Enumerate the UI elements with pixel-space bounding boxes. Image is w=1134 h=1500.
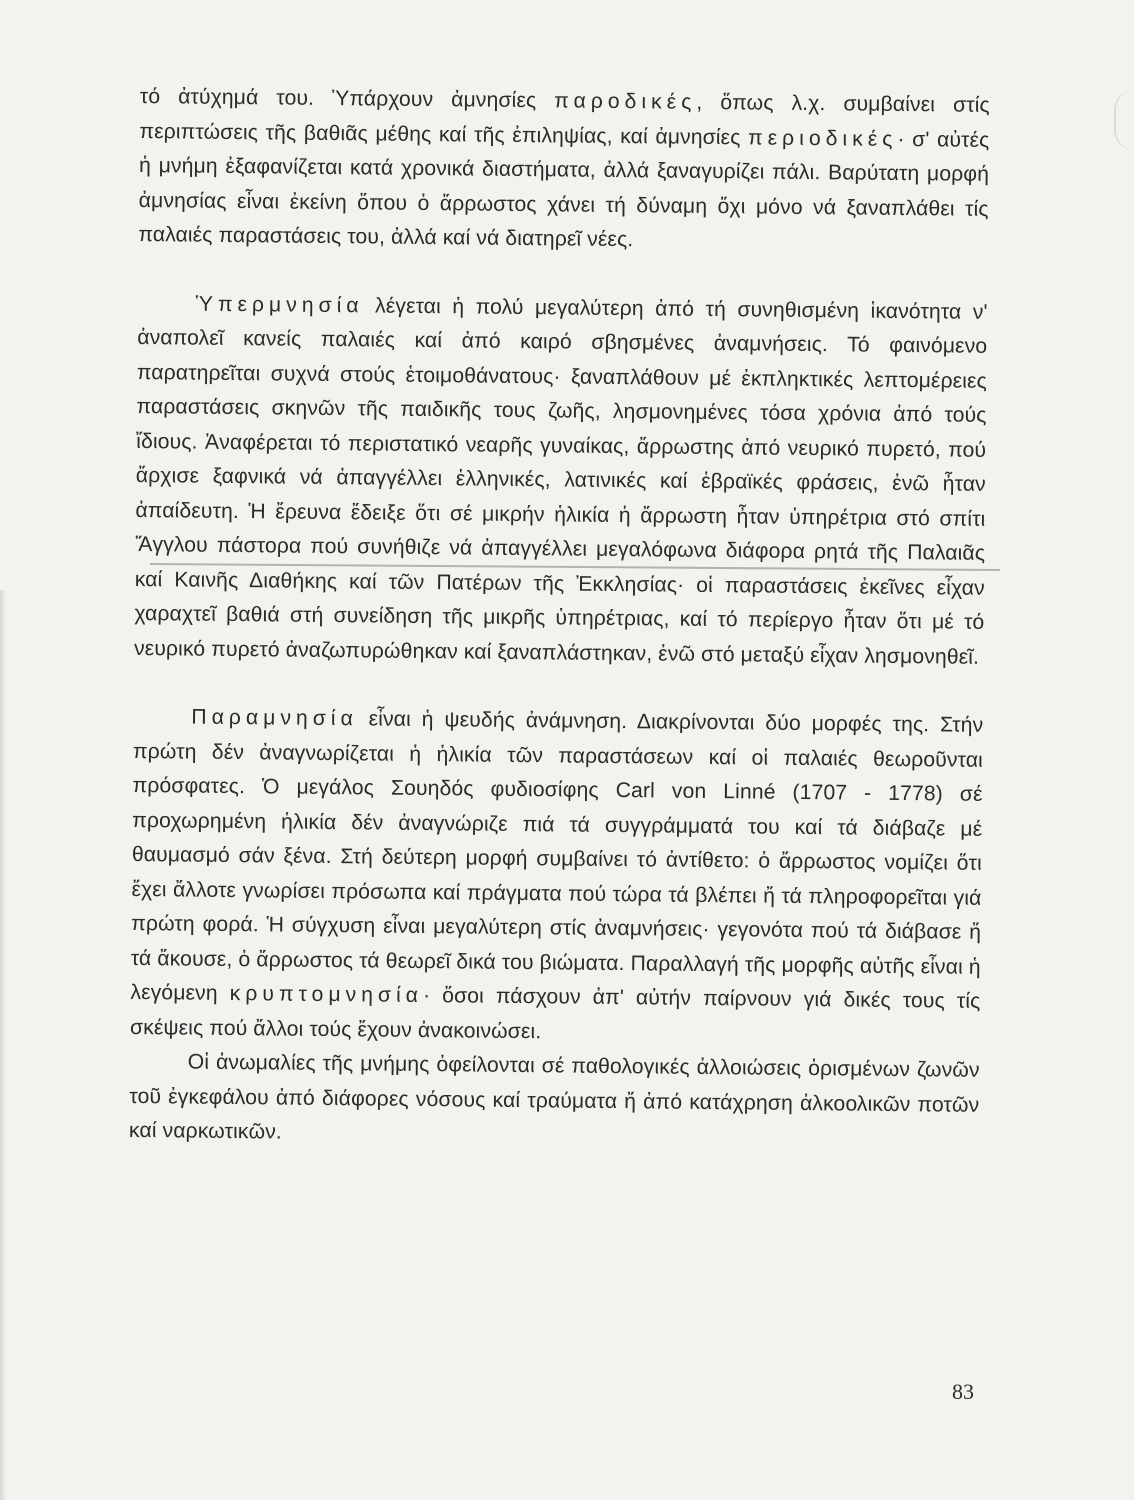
spaced-term-periodikes: περιοδικές (747, 125, 898, 151)
text-segment: · σ' αὐτές ἡ μνήμη ἐξαφανίζεται κατά χρονικά διαστήματα, ἀλλά ξαναγυρίζει πάλι. Βαρύτατη μορφή ἀμνησίας εἶναι ἐκείνη ὅπου ὁ ἄρρωστος χάνει τή δύναμη ὄχι μόνο νά ξαναπλάθει τίς παλαιές παραστάσεις του, ἀλλά καί νά διατηρεῖ νέες. (138, 127, 990, 252)
paragraph-3 (130, 700, 984, 1054)
text-segment: · ὅσοι πάσχουν ἀπ' αὐτήν παίρνουν γιά δικές τους τίς σκέψεις πού ἄλλοι τούς ἔχουν ἀνακοινώσει. (129, 984, 981, 1043)
spaced-term-kryptomnesia: κρυπτομνησία (229, 981, 424, 1008)
document-page (129, 80, 990, 1157)
bleed-through-mark (1114, 90, 1134, 150)
text-segment: λέγεται ἡ πολύ μεγαλύτερη ἀπό τή συνηθισμένη ἱκανότητα ν' ἀναπολεῖ κανείς παλαιές καί ἀπό καιρό σβησμένες ἀναμνήσεις. Τό φαινόμενο παρατηρεῖται συχνά στούς ἑτοιμοθάνατους· ξαναπλάθουν μέ ἐκπληκτικές λεπτομέρειες παραστάσεις σκηνῶν τῆς παιδικῆς τους ζωῆς, λησμονημένες τόσα χρόνια ἀπό τούς ἴδιους. Ἀναφέρεται τό περιστατικό νεαρῆς γυναίκας, ἄρρωστης ἀπό νευρικό πυρετό, πού ἄρχισε ξαφνικά νά ἀπαγγέλλει ἑλληνικές, λατινικές καί ἑβραϊκές φράσεις, ἐνῶ ἦταν ἀπαίδευτη. Ἡ ἔρευνα ἔδειξε ὅτι σέ μικρήν ἡλικία ἡ ἄρρωστη ἦταν ὑπηρέτρια στό σπίτι Ἄγγλου πάστορα πού συνήθιζε νά ἀπαγγέλλει μεγαλόφωνα διάφορα ρητά τῆς Παλαιᾶς καί Καινῆς Διαθήκης καί τῶν Πατέρων τῆς Ἐκκλησίας· οἱ παραστάσεις ἐκεῖνες εἶχαν χαραχτεῖ βαθιά στή συνείδηση τῆς μικρῆς ὑπηρέτριας, καί τό περίεργο ἦταν ὅτι μέ τό νευρικό πυρετό ἀναζωπυρώθηκαν καί ξαναπλάστηκαν, ἐνῶ στό μεταξύ εἶχαν λησμονηθεῖ. (133, 293, 988, 669)
text-segment: Οἱ ἀνωμαλίες τῆς μνήμης ὀφείλονται σέ παθολογικές ἀλλοιώσεις ὁρισμένων ζωνῶν τοῦ ἐγκεφάλου ἀπό διάφορες νόσους καί τραύματα ἤ ἀπό κατάχρηση ἀλκοολικῶν ποτῶν καί ναρκωτικῶν. (128, 1050, 980, 1144)
text-segment: , ὅπως λ.χ. συμβαίνει στίς περιπτώσεις τῆς βαθιᾶς μέθης καί τῆς ἐπιληψίας, καί ἀμνησίες (139, 90, 990, 149)
spaced-term-paramnesia: Παραμνησία (191, 705, 358, 731)
paragraph-2 (134, 286, 988, 674)
text-segment: τό ἀτύχημά του. Ὑπάρχουν ἀμνησίες (139, 84, 555, 113)
paragraph-indent (130, 1068, 188, 1069)
paragraph-indent (133, 723, 191, 724)
spaced-term-parodikes: παροδικές (554, 89, 697, 114)
paragraph-indent (138, 309, 196, 310)
spaced-term-hypermnesia: Ὑπερμνησία (195, 292, 364, 317)
text-segment: εἶναι ἡ ψευδής ἀνάμνηση. Διακρίνονται δύο μορφές της. Στήν πρώτη δέν ἀναγνωρίζεται ἡ ἡλικία τῶν παραστάσεων καί οἱ παλαιές θεωροῦνται πρόσφατες. Ὁ μεγάλος Σουηδός φυδιοσίφης Carl von Linné (1707 - 1778) σέ προχωρημένη ἡλικία δέν ἀναγνώριζε πιά τά συγγράμματά του καί τά διάβαζε μέ θαυμασμό σάν ξένα. Στή δεύτερη μορφή συμβαίνει τό ἀντίθετο: ὁ ἄρρωστος νομίζει ὅτι ἔχει ἄλλοτε γνωρίσει πρόσωπα καί πράγματα πού τώρα τά βλέπει ἤ τά πληροφορεῖται γιά πρώτη φορά. Ἡ σύγχυση εἶναι μεγαλύτερη στίς ἀναμνήσεις· γεγονότα πού τά διάβασε ἤ τά ἄκουσε, ὁ ἄρρωστος τά θεωρεῖ δικά του βιώματα. Παραλλαγή τῆς μορφῆς αὐτῆς εἶναι ἡ λεγόμενη (130, 707, 984, 1005)
paragraph-1 (138, 80, 990, 261)
scan-page-edge (0, 590, 6, 1500)
paragraph-4 (129, 1045, 980, 1157)
page-number: 83 (952, 1379, 974, 1404)
